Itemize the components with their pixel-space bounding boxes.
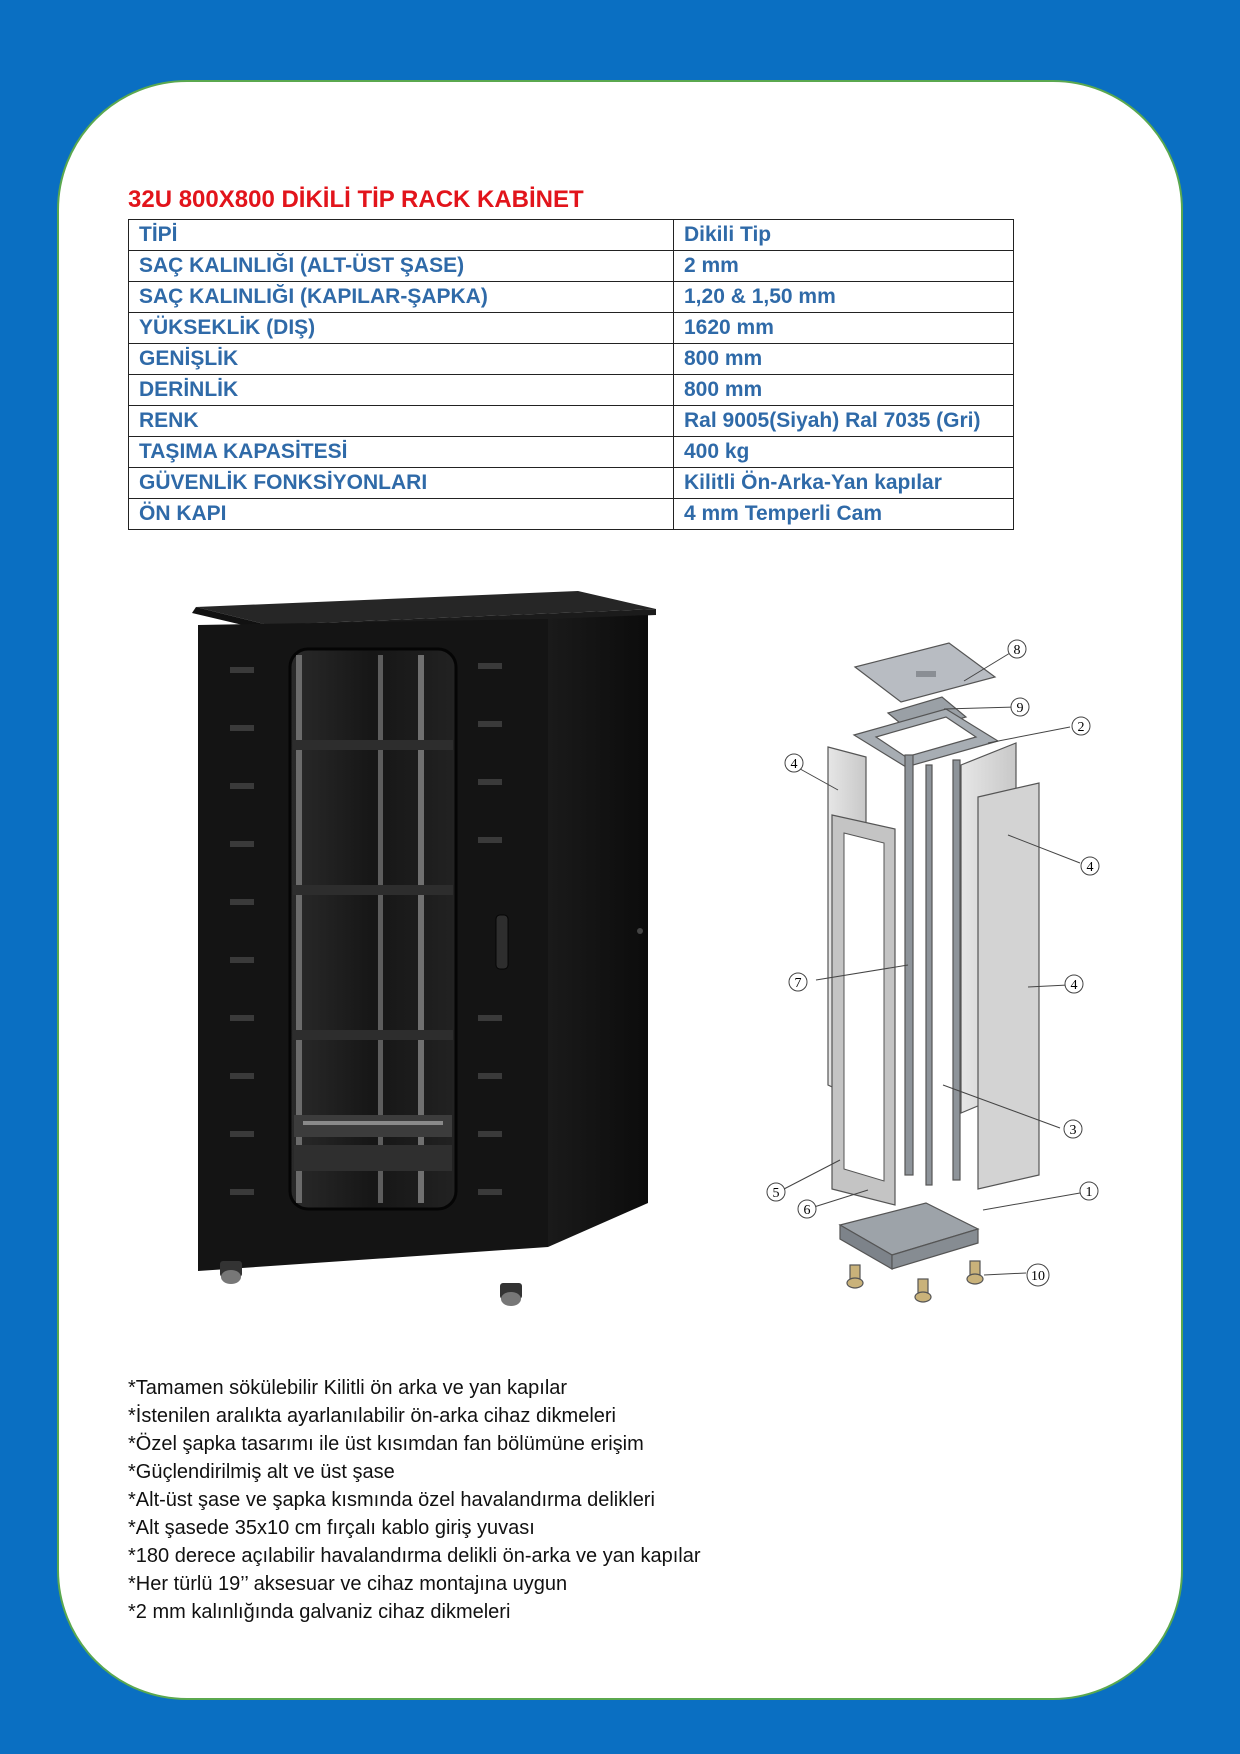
spec-label: SAÇ KALINLIĞI (ALT-ÜST ŞASE) xyxy=(129,251,674,282)
table-row xyxy=(129,375,1014,406)
table-row xyxy=(129,282,1014,313)
spec-value: 2 mm xyxy=(674,251,1014,282)
list-item: *180 derece açılabilir havalandırma delikli ön-arka ve yan kapılar xyxy=(128,1545,701,1567)
spec-label: DERİNLİK xyxy=(129,375,674,406)
spec-value: Dikili Tip xyxy=(674,220,1014,251)
callout-label: 6 xyxy=(803,1203,811,1218)
spec-label: ÖN KAPI xyxy=(129,499,674,530)
rack-cabinet-photo xyxy=(192,591,656,1306)
spec-value: Ral 9005(Siyah) Ral 7035 (Gri) xyxy=(674,406,1014,437)
spec-table xyxy=(128,219,1014,530)
callout-label: 7 xyxy=(794,976,802,991)
caster xyxy=(220,1261,522,1306)
feature-list xyxy=(128,1374,701,1626)
table-row xyxy=(129,344,1014,375)
table-row xyxy=(129,220,1014,251)
callout-label: 1 xyxy=(1085,1185,1093,1200)
table-row xyxy=(129,468,1014,499)
callout-label: 9 xyxy=(1016,701,1024,716)
table-row xyxy=(129,499,1014,530)
spec-label: YÜKSEKLİK (DIŞ) xyxy=(129,313,674,344)
table-row xyxy=(129,437,1014,468)
spec-label: SAÇ KALINLIĞI (KAPILAR-ŞAPKA) xyxy=(129,282,674,313)
list-item: *Tamamen sökülebilir Kilitli ön arka ve yan kapılar xyxy=(128,1377,568,1399)
spec-value: 800 mm xyxy=(674,375,1014,406)
list-item: *İstenilen aralıkta ayarlanılabilir ön-arka cihaz dikmeleri xyxy=(128,1405,616,1427)
spec-label: TAŞIMA KAPASİTESİ xyxy=(129,437,674,468)
callout-label: 2 xyxy=(1077,720,1085,735)
list-item: *Güçlendirilmiş alt ve üst şase xyxy=(128,1461,395,1483)
list-item: *2 mm kalınlığında galvaniz cihaz dikmeleri xyxy=(128,1601,511,1623)
spec-label: GÜVENLİK FONKSİYONLARI xyxy=(129,468,674,499)
callout-label: 10 xyxy=(1031,1269,1045,1284)
exploded-diagram xyxy=(784,643,1080,1302)
list-item: *Alt-üst şase ve şapka kısmında özel havalandırma delikleri xyxy=(128,1489,655,1511)
spec-value: Kilitli Ön-Arka-Yan kapılar xyxy=(674,468,1014,499)
spec-value: 4 mm Temperli Cam xyxy=(674,499,1014,530)
callout-label: 8 xyxy=(1013,643,1021,658)
callout-label: 4 xyxy=(790,757,798,772)
callout-label: 5 xyxy=(772,1186,780,1201)
callout-label: 4 xyxy=(1086,860,1094,875)
document-title: 32U 800X800 DİKİLİ TİP RACK KABİNET xyxy=(128,186,584,213)
list-item: *Alt şasede 35x10 cm fırçalı kablo giriş yuvası xyxy=(128,1517,535,1539)
table-row xyxy=(129,406,1014,437)
callout-label: 4 xyxy=(1070,978,1078,993)
spec-value: 1620 mm xyxy=(674,313,1014,344)
product-images xyxy=(128,585,1108,1315)
list-item: *Özel şapka tasarımı ile üst kısımdan fan bölümüne erişim xyxy=(128,1433,644,1455)
spec-value: 400 kg xyxy=(674,437,1014,468)
callout-label: 3 xyxy=(1069,1123,1077,1138)
spec-label: RENK xyxy=(129,406,674,437)
table-row xyxy=(129,251,1014,282)
table-row xyxy=(129,313,1014,344)
spec-label: GENİŞLİK xyxy=(129,344,674,375)
spec-value: 800 mm xyxy=(674,344,1014,375)
spec-label: TİPİ xyxy=(129,220,674,251)
list-item: *Her türlü 19’’ aksesuar ve cihaz montajına uygun xyxy=(128,1573,568,1595)
spec-value: 1,20 & 1,50 mm xyxy=(674,282,1014,313)
